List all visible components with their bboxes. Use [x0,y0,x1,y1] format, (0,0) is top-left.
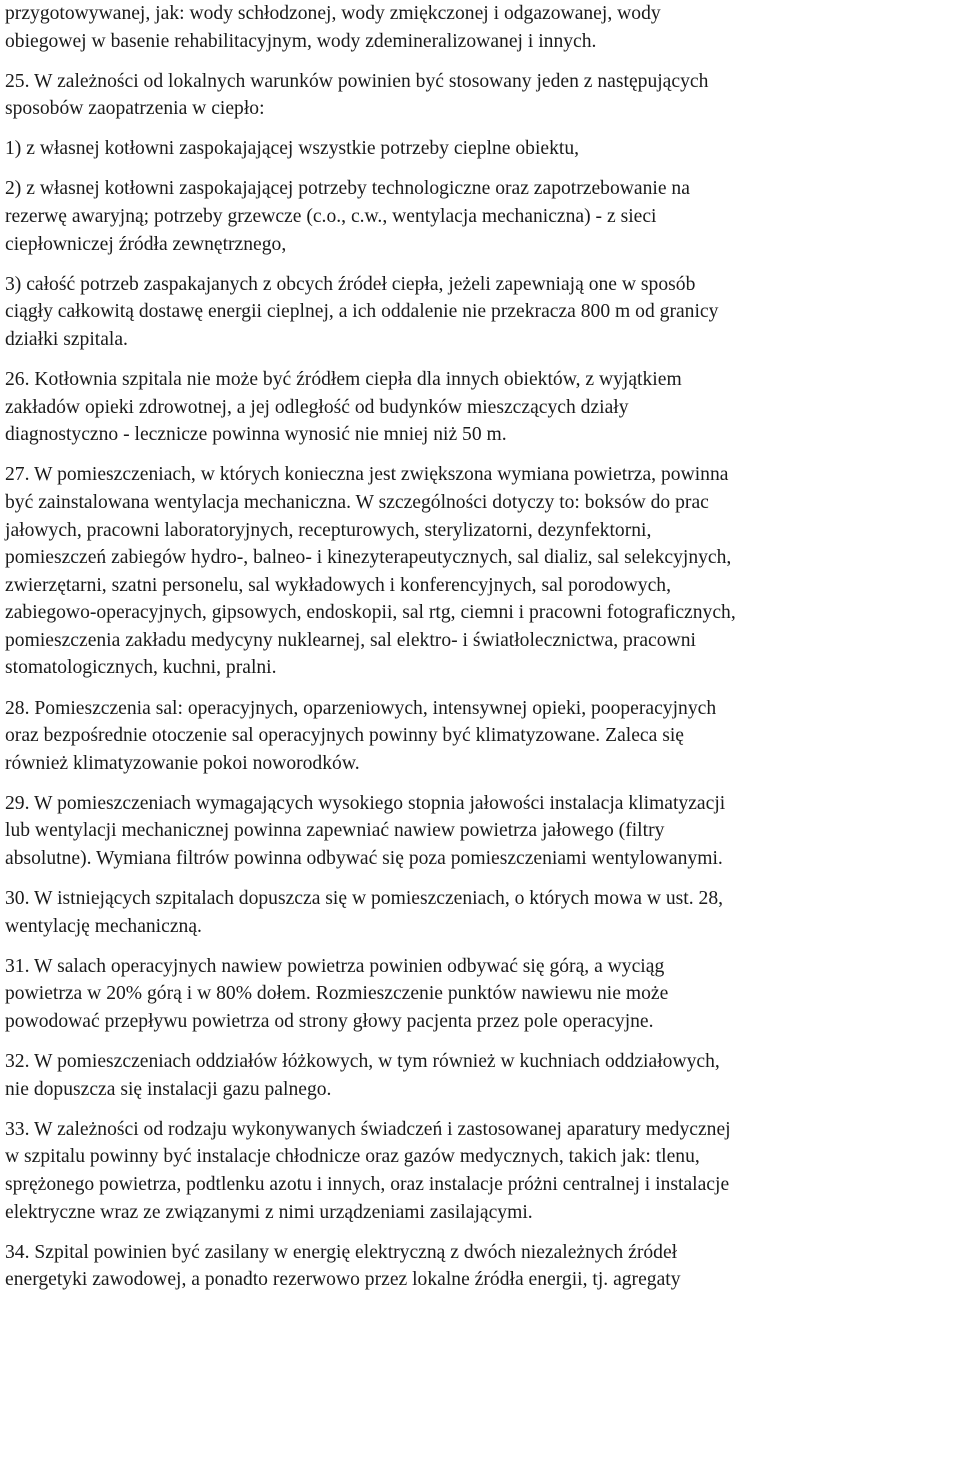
text-line: 32. W pomieszczeniach oddziałów łóżkowych, w tym również w kuchniach oddziałowych, [5,1051,720,1073]
text-line: powodować przepływu powietrza od strony głowy pacjenta przez pole operacyjne. [5,1011,654,1032]
text-line: nie dopuszcza się instalacji gazu palnego. [5,1078,332,1100]
text-line: 27. W pomieszczeniach, w których konieczna jest zwiększona wymiana powietrza, powinna [5,464,729,486]
text-line: 34. Szpital powinien być zasilany w energię elektryczną z dwóch niezależnych źródeł [5,1241,678,1263]
text-line: energetyki zawodowej, a ponadto rezerwowo przez lokalne źródła energii, tj. agregaty [5,1269,681,1291]
text-line: diagnostyczno - lecznicze powinna wynosić nie mniej niż 50 m. [5,424,507,446]
text-line: zakładów opieki zdrowotnej, a jej odległość od budynków mieszczących działy [5,396,629,418]
paragraph-4 [5,271,955,354]
text-line: zabiegowo-operacyjnych, gipsowych, endoskopii, sal rtg, ciemni i pracowni fotograficznych, [5,602,736,624]
text-line: 1) z własnej kotłowni zaspokajającej wszystkie potrzeby cieplne obiektu, [5,138,580,160]
text-line: lub wentylacji mechanicznej powinna zapewniać nawiew powietrza jałowego (filtry [5,820,665,842]
text-line: 31. W salach operacyjnych nawiew powietrza powinien odbywać się górą, a wyciąg [5,955,665,977]
text-line: rezerwę awaryjną; potrzeby grzewcze (c.o., c.w., wentylacja mechaniczna) - z sieci [5,206,657,228]
text-line: oraz bezpośrednie otoczenie sal operacyjnych powinny być klimatyzowane. Zaleca się [5,725,684,747]
text-line: 25. W zależności od lokalnych warunków powinien być stosowany jeden z następujących [5,70,709,92]
text-line: absolutne). Wymiana filtrów powinna odbywać się poza pomieszczeniami wentylowanymi. [5,848,723,870]
text-line: elektryczne wraz ze związanymi z nimi urządzeniami zasilającymi. [5,1201,533,1223]
paragraph-3 [5,175,955,258]
text-line: obiegowej w basenie rehabilitacyjnym, wody zdemineralizowanej i innych. [5,30,597,52]
paragraph-1 [5,68,955,123]
text-line: być zainstalowana wentylacja mechaniczna. W szczególności dotyczy to: boksów do prac [5,491,709,513]
text-line: w szpitalu powinny być instalacje chłodnicze oraz gazów medycznych, takich jak: tlenu, [5,1146,700,1168]
document-page [5,0,955,1306]
text-line: 30. W istniejących szpitalach dopuszcza się w pomieszczeniach, o których mowa w ust. 28, [5,888,724,910]
text-line: jałowych, pracowni laboratoryjnych, recepturowych, sterylizatorni, dezynfektorni, [5,519,652,541]
paragraph-9 [5,885,955,940]
text-line: powietrza w 20% górą i w 80% dołem. Rozmieszczenie punktów nawiewu nie może [5,983,669,1005]
paragraph-12 [5,1116,955,1226]
text-line: sprężonego powietrza, podtlenku azotu i innych, oraz instalacje próżni centralnej i instalacje [5,1173,730,1195]
text-line: 26. Kotłownia szpitala nie może być źródłem ciepła dla innych obiektów, z wyjątkiem [5,369,682,391]
paragraph-2 [5,135,955,163]
paragraph-6 [5,461,955,682]
paragraph-13 [5,1239,955,1294]
text-line: sposobów zaopatrzenia w ciepło: [5,98,265,120]
paragraph-8 [5,790,955,873]
text-line: 33. W zależności od rodzaju wykonywanych świadczeń i zastosowanej aparatury medycznej [5,1118,731,1140]
text-line: 3) całość potrzeb zaspakajanych z obcych źródeł ciepła, jeżeli zapewniają one w sposób [5,273,696,295]
text-line: 29. W pomieszczeniach wymagających wysokiego stopnia jałowości instalacja klimatyzacji [5,792,726,814]
text-line: również klimatyzowanie pokoi noworodków. [5,752,360,774]
text-line: 2) z własnej kotłowni zaspokajającej potrzeby technologiczne oraz zapotrzebowanie na [5,178,690,200]
text-line: wentylację mechaniczną. [5,915,202,937]
text-line: działki szpitala. [5,328,128,350]
text-line: stomatologicznych, kuchni, pralni. [5,657,277,679]
text-line: przygotowywanej, jak: wody schłodzonej, wody zmiękczonej i odgazowanej, wody [5,3,661,24]
text-line: zwierzętarni, szatni personelu, sal wykładowych i konferencyjnych, sal porodowych, [5,574,671,596]
text-line: ciągły całkowitą dostawę energii cieplnej, a ich oddalenie nie przekracza 800 m od granicy [5,301,719,323]
paragraph-11 [5,1048,955,1103]
text-line: ciepłowniczej źródła zewnętrznego, [5,233,287,255]
paragraph-0 [5,0,955,55]
text-line: 28. Pomieszczenia sal: operacyjnych, oparzeniowych, intensywnej opieki, pooperacyjnych [5,697,717,719]
paragraph-10 [5,953,955,1036]
text-line: pomieszczenia zakładu medycyny nuklearnej, sal elektro- i światłolecznictwa, pracowni [5,629,696,651]
paragraph-7 [5,695,955,778]
text-line: pomieszczeń zabiegów hydro-, balneo- i kinezyterapeutycznych, sal dializ, sal selekcyjnych, [5,547,732,569]
paragraph-5 [5,366,955,449]
